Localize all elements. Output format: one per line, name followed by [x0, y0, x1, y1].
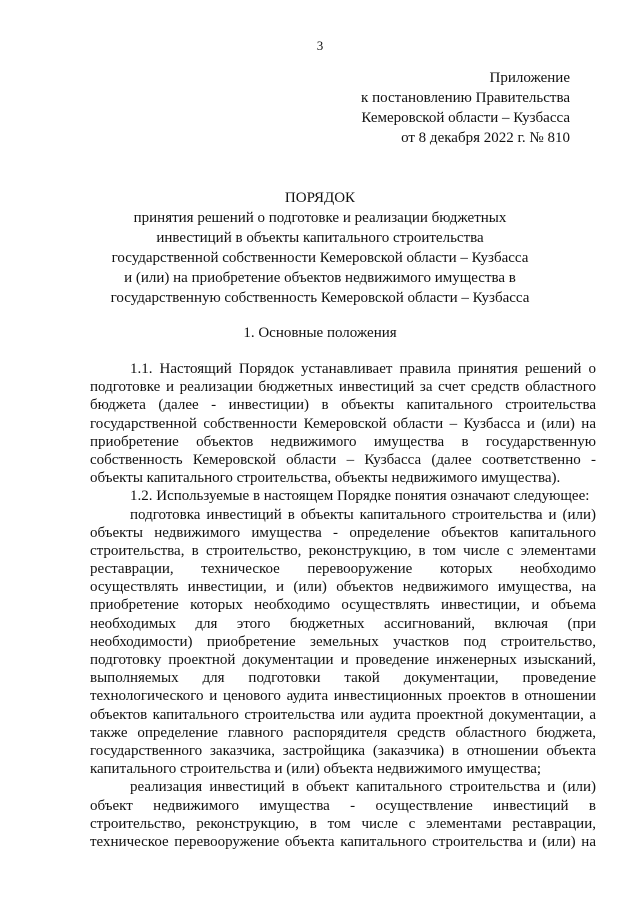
body-line: объектов капитального строительства или аудита проектной документации, а — [90, 706, 596, 723]
body-line: подготовка инвестиций в объекты капитального строительства и (или) — [130, 506, 596, 523]
body-line: 1.1. Настоящий Порядок устанавливает правила принятия решений о — [130, 361, 596, 377]
title-line: государственной собственности Кемеровской области – Кузбасса — [111, 250, 529, 266]
body-line: реализация инвестиций в объект капитального строительства и (или) — [130, 779, 596, 796]
body-line: необходимости) приобретение земельных участков под строительство, — [90, 633, 596, 650]
body-line: осуществлять инвестиции, и (или) объектов недвижимого имущества, на — [90, 579, 596, 596]
appendix-block — [300, 68, 570, 148]
body-line: подготовку проектной документации и проведение инженерных изысканий, — [90, 652, 596, 668]
appendix-line: Приложение — [489, 70, 570, 86]
appendix-line: к постановлению Правительства — [361, 90, 570, 106]
body-line: собственность Кемеровской области – Кузбасса (далее соответственно - — [90, 451, 596, 468]
appendix-line: от 8 декабря 2022 г. № 810 — [401, 130, 570, 146]
title-heading: ПОРЯДОК — [284, 190, 356, 206]
body-line: технологического и ценового аудита инвестиционных проектов в отношении — [90, 688, 596, 705]
body-line: техническое перевооружение объекта капитального строительства и (или) на — [90, 833, 596, 850]
body-line: приобретение объектов недвижимого имущества в государственную — [90, 433, 596, 450]
body-line: выполняемых для подготовки такой документации, проведение — [90, 670, 596, 687]
body-line: бюджета (далее - инвестиции) в объекты капитального строительства — [90, 397, 596, 414]
body-line: объект недвижимого имущества - осуществление инвестиций в — [90, 797, 596, 814]
body-line: подготовке и реализации бюджетных инвестиций за счет средств областного — [90, 379, 596, 396]
appendix-line: Кемеровской области – Кузбасса — [361, 110, 570, 126]
body-line: капитального строительства и (или) объекта недвижимого имущества; — [90, 761, 542, 778]
body-text — [90, 360, 596, 851]
document-title — [70, 188, 570, 308]
section-title: 1. Основные положения — [243, 325, 397, 341]
body-line: объекты капитального строительства, объекты недвижимого имущества). — [90, 470, 561, 487]
body-line: 1.2. Используемые в настоящем Порядке понятия означают следующее: — [130, 488, 590, 505]
body-line: строительства, в строительство, реконструкцию, в том числе с элементами — [90, 542, 596, 559]
body-line: строительство, реконструкцию, в том числе с элементами реставрации, — [90, 815, 596, 832]
body-line: приобретение которых необходимо осуществлять инвестиции, и объема — [90, 597, 596, 614]
page-number: 3 — [316, 38, 324, 53]
body-line: государственной собственности Кемеровской области – Кузбасса и (или) на — [90, 415, 596, 432]
title-line: принятия решений о подготовке и реализации бюджетных — [133, 210, 507, 226]
body-line: реставрации, техническое перевооружение которых необходимо — [90, 561, 596, 578]
title-line: государственную собственность Кемеровской области – Кузбасса — [110, 290, 530, 306]
body-line: объекты недвижимого имущества - определение объектов капитального — [90, 524, 596, 541]
body-line: государственного заказчика, застройщика (заказчика) в отношении объекта — [90, 742, 596, 759]
body-line: также определение главного распорядителя средств областного бюджета, — [90, 724, 596, 741]
title-line: и (или) на приобретение объектов недвижимого имущества в — [124, 270, 516, 286]
body-line: необходимых для этого бюджетных ассигнований, включая (при — [90, 615, 596, 632]
title-line: инвестиций в объекты капитального строительства — [156, 230, 484, 246]
